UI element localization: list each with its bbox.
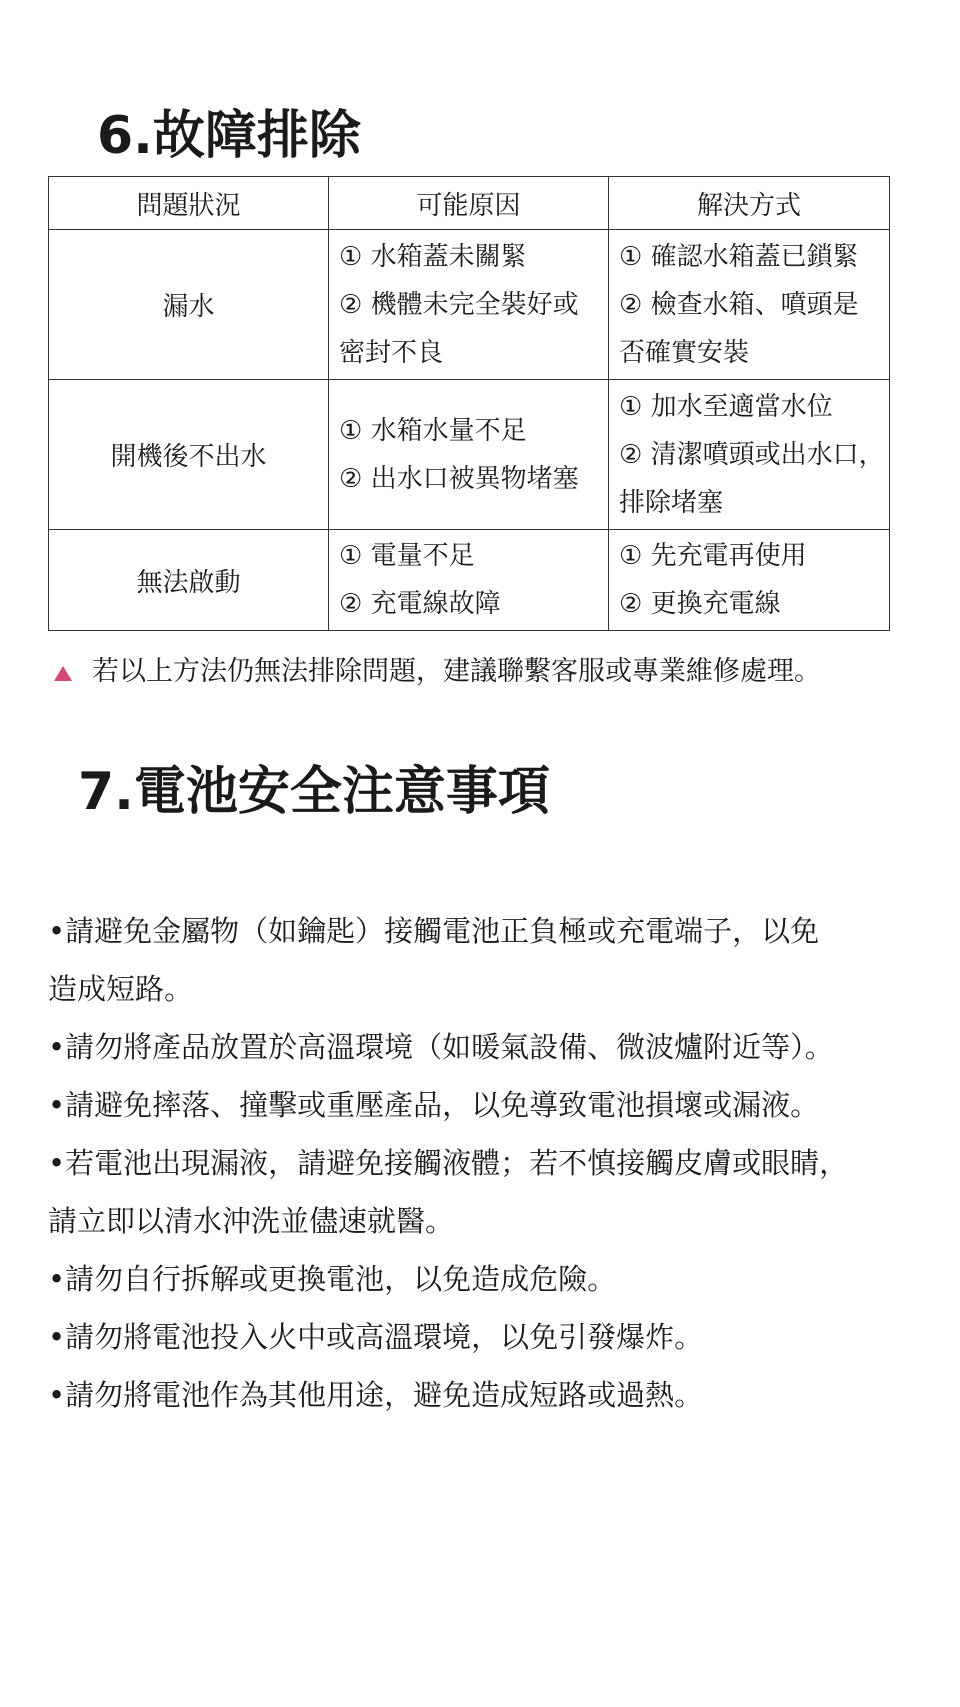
solution-line: ② 更換充電線 — [619, 589, 781, 619]
header-solution: 解決方式 — [609, 177, 890, 230]
solution-line: 排除堵塞 — [619, 487, 724, 518]
note-text: 若以上方法仍無法排除問題，建議聯繫客服或專業維修處理。 — [92, 656, 821, 687]
solution-line: ① 確認水箱蓋已鎖緊 — [619, 241, 859, 272]
troubleshooting-title: 6.故障排除 — [97, 106, 361, 166]
cause-line: ② 機體未完全裝好或 — [339, 289, 579, 320]
list-item: 請立即以清水沖洗並儘速就醫。 — [48, 1204, 455, 1238]
problem-cell: 漏水 — [49, 230, 329, 380]
solution-cell — [609, 530, 890, 631]
cause-line: 密封不良 — [339, 337, 444, 368]
solution-line: ② 清潔噴頭或出水口， — [619, 439, 885, 470]
cause-line: ② 充電線故障 — [339, 589, 501, 619]
cause-line: ① 水箱水量不足 — [339, 415, 527, 446]
warning-triangle-icon — [54, 666, 72, 681]
problem-cell: 無法啟動 — [49, 530, 329, 631]
solution-line: 否確實安裝 — [619, 337, 750, 368]
battery-safety-list — [48, 902, 948, 1424]
solution-cell — [609, 230, 890, 380]
cause-cell — [329, 380, 609, 530]
solution-cell — [609, 380, 890, 530]
solution-line: ② 檢查水箱、噴頭是 — [619, 289, 859, 320]
list-item: •請勿自行拆解或更換電池，以免造成危險。 — [48, 1262, 617, 1296]
table-row — [49, 230, 890, 380]
battery-safety-title: 7.電池安全注意事項 — [78, 762, 550, 822]
list-item: 造成短路。 — [48, 972, 194, 1006]
cause-line: ② 出水口被異物堵塞 — [339, 463, 579, 494]
list-item: •請避免金屬物（如鑰匙）接觸電池正負極或充電端子，以免 — [48, 914, 820, 948]
table-row — [49, 380, 890, 530]
list-item: •請避免摔落、撞擊或重壓產品，以免導致電池損壞或漏液。 — [48, 1088, 820, 1122]
troubleshooting-note — [54, 650, 821, 694]
solution-line: ① 先充電再使用 — [619, 541, 807, 571]
troubleshooting-table — [48, 176, 890, 631]
cause-cell — [329, 230, 609, 380]
cause-line: ① 水箱蓋未關緊 — [339, 241, 527, 272]
list-item: •請勿將電池投入火中或高溫環境，以免引發爆炸。 — [48, 1320, 704, 1354]
solution-line: ① 加水至適當水位 — [619, 391, 833, 422]
table-header-row — [49, 177, 890, 230]
list-item: •若電池出現漏液，請避免接觸液體；若不慎接觸皮膚或眼睛， — [48, 1146, 849, 1180]
cause-line: ① 電量不足 — [339, 541, 475, 571]
table-row — [49, 530, 890, 631]
cause-cell — [329, 530, 609, 631]
header-problem: 問題狀況 — [49, 177, 329, 230]
header-cause: 可能原因 — [329, 177, 609, 230]
list-item: •請勿將產品放置於高溫環境（如暖氣設備、微波爐附近等）。 — [48, 1030, 834, 1064]
problem-cell: 開機後不出水 — [49, 380, 329, 530]
list-item: •請勿將電池作為其他用途，避免造成短路或過熱。 — [48, 1378, 704, 1412]
